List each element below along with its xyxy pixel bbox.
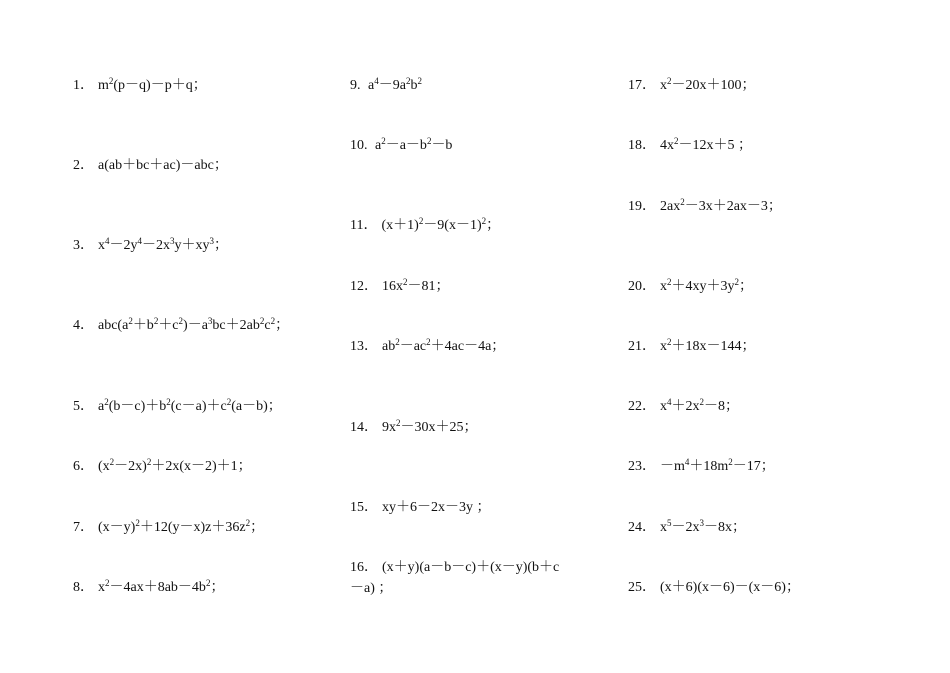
exponent: 2 [395,337,400,347]
problem-expression: $m^2(p-q)-p+q$； [98,76,207,93]
problem-expression: $x^5-2x^3-8x$； [660,518,746,535]
problem-7 [73,519,264,537]
problem-25 [628,579,800,597]
problem-number: 8． [73,580,94,595]
problem-expression-continued: －a) ； [350,581,393,596]
problem-8 [73,579,224,597]
exponent: 2 [426,136,432,146]
exponent: 2 [674,136,679,146]
exponent: 2 [166,397,171,407]
problem-number: 15． [350,500,378,515]
problem-expression: (x＋6)(x－6)－(x－6)； [660,580,800,595]
exponent: 2 [245,518,251,528]
problem-number: 16． [350,560,378,575]
problem-expression: $x^4-2y^4-2x^3y+xy^3$； [98,236,228,253]
problem-number: 18． [628,138,656,153]
problem-13 [350,338,505,356]
exponent: 5 [667,518,672,528]
problem-expression: $(x^2-2x)^2+2x(x-2)+1$； [98,457,252,474]
exponent: 2 [417,76,422,86]
exponent: 2 [680,197,685,207]
exponent: 3 [207,316,213,326]
problem-expression: $abc(a^2+b^2+c^2)-a^3bc+2ab^2c^2$； [98,316,290,333]
exponent: 2 [135,518,140,528]
exponent: 2 [381,136,386,146]
exponent: 2 [699,397,704,407]
exponent: 2 [108,76,114,86]
problem-number: 13． [350,339,378,354]
problem-number: 19． [628,199,656,214]
problem-expression: $a^2(b-c)+b^2(c-a)+c^2(a-b)$； [98,397,282,414]
problem-expression: xy＋6－2x－3y ； [382,500,491,515]
problem-11 [350,217,500,235]
problem-number: 12． [350,279,378,294]
exponent: 3 [699,518,704,528]
problem-number: 14． [350,420,378,435]
problem-number: 24． [628,520,656,535]
exponent: 2 [667,277,672,287]
exponent: 2 [128,316,133,326]
problem-expression: $-m^4+18m^2-17$； [660,457,775,474]
problem-number: 5． [73,399,94,414]
exponent: 2 [418,216,424,226]
exponent: 2 [153,316,159,326]
problem-15 [350,499,491,517]
problem-16 [350,559,559,598]
problem-5 [73,398,282,416]
problem-number: 17． [628,78,656,93]
problem-expression: $x^2+4xy+3y^2$； [660,277,753,294]
problem-number: 2． [73,158,94,173]
problem-18 [628,137,752,155]
exponent: 2 [105,578,110,588]
exponent: 2 [205,578,211,588]
exponent: 2 [270,316,276,326]
exponent: 2 [178,316,184,326]
problem-6 [73,458,252,476]
problem-9 [350,77,422,95]
problem-23 [628,458,775,476]
exponent: 4 [374,76,379,86]
exponent: 2 [109,457,115,467]
problem-expression: $x^2+18x-144$； [660,337,756,354]
exponent: 3 [209,236,214,246]
exponent: 2 [728,457,733,467]
exponent: 2 [403,277,408,287]
exponent: 2 [734,277,739,287]
problem-21 [628,338,756,356]
problem-expression: $(x-y)^2+12(y-x)z+36z^2$； [98,518,265,535]
problem-expression: $ab^2-ac^2+4ac-4a$； [382,337,506,354]
problem-expression: $a^4-9a^2b^2$ [368,76,422,93]
exponent: 2 [226,397,232,407]
problem-24 [628,519,746,537]
problem-expression: a(ab＋bc＋ac)－abc； [98,158,228,173]
problem-expression: $x^4+2x^2-8$； [660,397,739,414]
problem-number: 10. [350,138,371,153]
problem-expression: $x^2-20x+100$； [660,76,756,93]
problem-22 [628,398,739,416]
exponent: 2 [405,76,411,86]
problem-10 [350,137,452,155]
problem-expression: $(x+1)^2-9(x-1)^2$； [381,216,501,233]
problem-number: 11． [350,218,378,233]
exponent: 4 [105,236,110,246]
problem-expression: $9x^2-30x+25$； [382,418,478,435]
problem-4 [73,317,289,335]
problem-number: 22． [628,399,656,414]
exponent: 2 [104,397,109,407]
problem-expression: $x^2-4ax+8ab-4b^2$； [98,578,225,595]
exponent: 2 [667,76,672,86]
problem-14 [350,419,478,437]
problem-expression: $4x^2-12x+5$ ； [660,136,752,153]
exponent: 2 [481,216,487,226]
problem-20 [628,278,753,296]
problem-3 [73,237,228,255]
exponent: 2 [259,316,265,326]
exponent: 4 [684,457,690,467]
problem-number: 1． [73,78,94,93]
exponent: 4 [667,397,672,407]
problem-number: 7． [73,520,94,535]
exponent: 2 [426,337,431,347]
problem-2 [73,157,228,175]
problem-number: 20． [628,279,656,294]
problem-expression: $16x^2-81$； [382,277,450,294]
problem-1 [73,77,207,95]
problem-19 [628,198,782,216]
problem-number: 9. [350,78,364,93]
problem-number: 21． [628,339,656,354]
problem-number: 3． [73,238,94,253]
problem-17 [628,77,756,95]
exponent: 4 [137,236,142,246]
exponent: 3 [170,236,175,246]
exponent: 2 [667,337,672,347]
problem-number: 6． [73,459,94,474]
exponent: 2 [396,418,401,428]
problem-number: 25． [628,580,656,595]
problem-expression: $2ax^2-3x+2ax-3$； [660,197,782,214]
problem-12 [350,278,450,296]
exponent: 2 [146,457,152,467]
problem-expression: (x＋y)(a－b－c)＋(x－y)(b＋c [382,560,560,575]
problem-number: 23． [628,459,656,474]
problem-number: 4． [73,318,94,333]
problem-expression: $a^2-a-b^2-b$ [375,136,453,153]
